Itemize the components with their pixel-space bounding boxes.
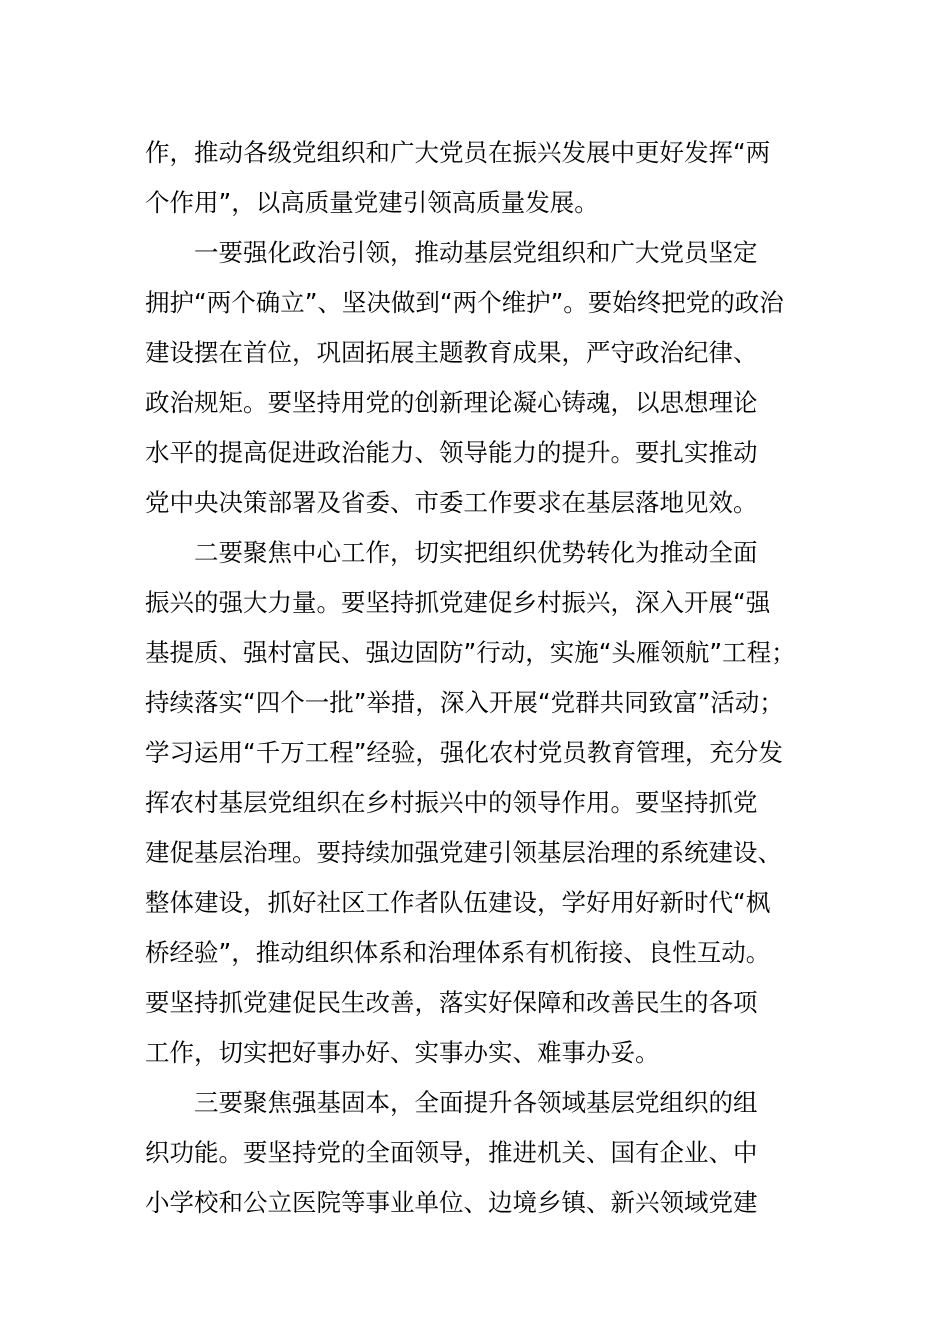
text-line: 一要强化政治引领，推动基层党组织和广大党员坚定	[194, 238, 758, 267]
text-line: 拥护“两个确立”、坚决做到“两个维护”。要始终把党的政治	[145, 288, 784, 317]
text-line: 水平的提高促进政治能力、领导能力的提升。要扎实推动	[145, 438, 758, 467]
text-line: 党中央决策部署及省委、市委工作要求在基层落地见效。	[145, 488, 758, 517]
text-line: 三要聚焦强基固本，全面提升各领域基层党组织的组	[194, 1088, 758, 1117]
text-line: 建设摆在首位，巩固拓展主题教育成果，严守政治纪律、	[145, 338, 758, 367]
text-line: 作，推动各级党组织和广大党员在振兴发展中更好发挥“两	[145, 138, 771, 167]
text-line: 个作用”，以高质量党建引领高质量发展。	[145, 188, 599, 217]
paragraph-political-leadership	[145, 228, 810, 528]
text-line: 织功能。要坚持党的全面领导，推进机关、国有企业、中	[145, 1138, 758, 1167]
text-line: 基提质、强村富民、强边固防”行动，实施“头雁领航”工程；	[145, 638, 796, 667]
text-line: 二要聚焦中心工作，切实把组织优势转化为推动全面	[194, 538, 758, 567]
document-body	[145, 128, 810, 1228]
text-line: 政治规矩。要坚持用党的创新理论凝心铸魂，以思想理论	[145, 388, 758, 417]
paragraph-strengthen-foundation	[145, 1078, 810, 1228]
paragraph-intro	[145, 128, 810, 228]
text-line: 要坚持抓党建促民生改善，落实好保障和改善民生的各项	[145, 988, 758, 1017]
text-line: 挥农村基层党组织在乡村振兴中的领导作用。要坚持抓党	[145, 788, 758, 817]
text-line: 小学校和公立医院等事业单位、边境乡镇、新兴领域党建	[145, 1188, 758, 1217]
text-line: 工作，切实把好事办好、实事办实、难事办妥。	[145, 1038, 660, 1067]
paragraph-central-work	[145, 528, 810, 1078]
text-line: 持续落实“四个一批”举措，深入开展“党群共同致富”活动；	[145, 688, 784, 717]
text-line: 学习运用“千万工程”经验，强化农村党员教育管理，充分发	[145, 738, 783, 767]
text-line: 建促基层治理。要持续加强党建引领基层治理的系统建设、	[145, 838, 782, 867]
text-line: 振兴的强大力量。要坚持抓党建促乡村振兴，深入开展“强	[145, 588, 771, 617]
text-line: 整体建设，抓好社区工作者队伍建设，学好用好新时代“枫	[145, 888, 771, 917]
text-line: 桥经验”，推动组织体系和治理体系有机衔接、良性互动。	[145, 938, 771, 967]
